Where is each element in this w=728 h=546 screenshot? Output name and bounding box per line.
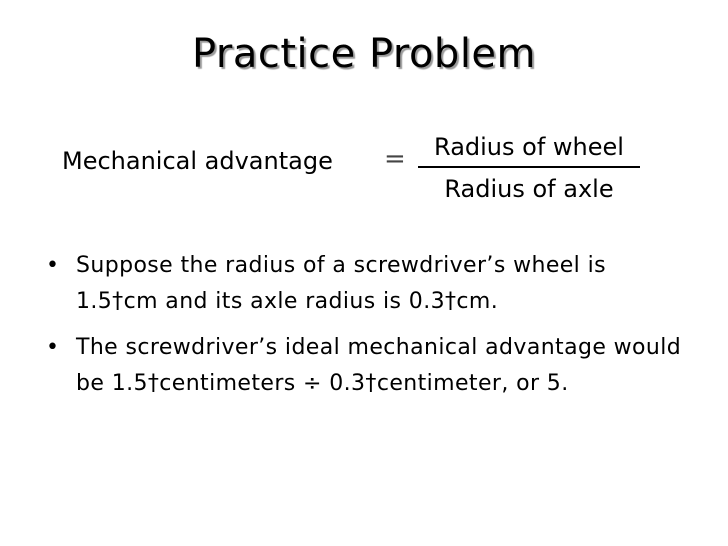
bullet-text: The screwdriver’s ideal mechanical advantage would be 1.5†centimeters ÷ 0.3†centimeter, or 5. [76, 335, 682, 396]
formula-lhs: Mechanical advantage [62, 147, 333, 175]
bullet-text: Suppose the radius of a screwdriver’s wheel is 1.5†cm and its axle radius is 0.3†cm. [76, 253, 606, 314]
bullet-item [44, 330, 694, 402]
slide-title: Practice Problem [191, 31, 536, 77]
bullet-list [44, 248, 694, 412]
fraction-bar [418, 166, 640, 168]
bullet-icon: • [46, 253, 60, 278]
mechanical-advantage-formula [62, 132, 682, 212]
formula-equals-sign: = [384, 144, 406, 174]
bullet-item [44, 248, 694, 320]
formula-denominator: Radius of axle [444, 175, 614, 203]
formula-numerator: Radius of wheel [434, 133, 624, 161]
bullet-icon: • [46, 335, 60, 360]
formula-fraction [414, 132, 644, 204]
